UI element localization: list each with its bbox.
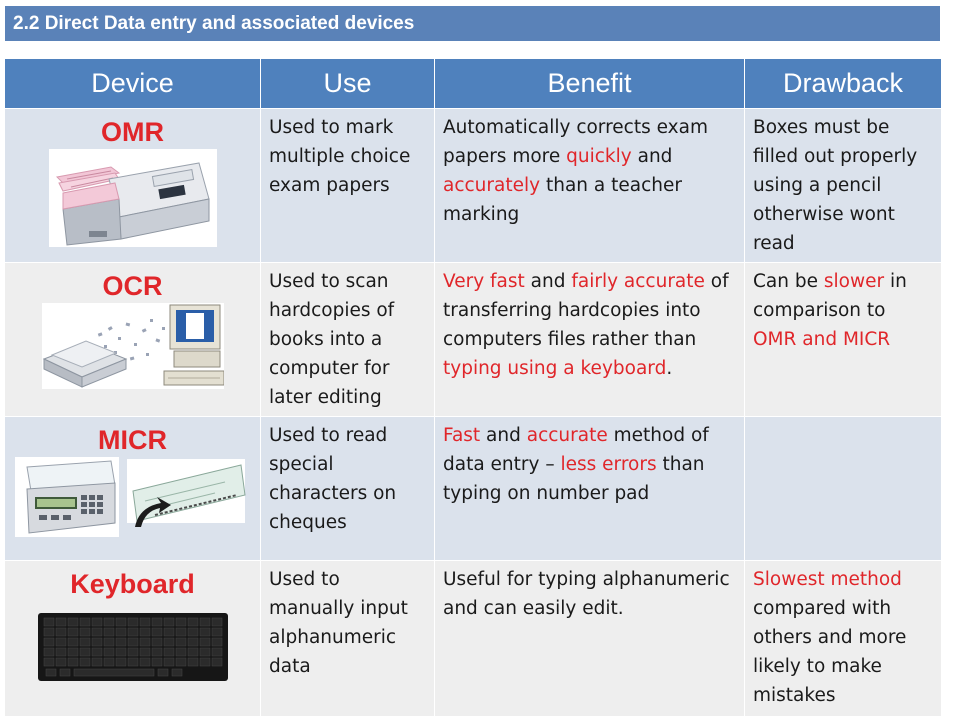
keyboard-key	[80, 648, 90, 656]
drawback-cell	[745, 561, 942, 717]
highlighted-text: fairly accurate	[571, 271, 705, 292]
highlighted-text: accurate	[526, 425, 608, 446]
keyboard-key	[104, 638, 114, 646]
ocr-scanner-computer-image	[42, 303, 224, 389]
use-cell: Used to scan hardcopies of books into a computer for later editing	[261, 263, 435, 417]
table-row	[5, 109, 942, 263]
keyboard-key	[80, 628, 90, 636]
device-name: OCR	[102, 271, 163, 301]
table-row	[5, 263, 942, 417]
keyboard-key	[164, 638, 174, 646]
keyboard-key	[200, 648, 210, 656]
keyboard-key	[152, 648, 162, 656]
devices-table	[4, 58, 942, 717]
highlighted-text: typing using a keyboard	[443, 358, 667, 379]
keyboard-key	[56, 658, 66, 666]
keyboard-key	[68, 638, 78, 646]
cell-text: method of data entry –	[443, 425, 709, 475]
keyboard-key	[128, 628, 138, 636]
keyboard-key	[116, 618, 126, 626]
keyboard-key	[176, 618, 186, 626]
device-cell	[5, 417, 261, 561]
keyboard-key	[176, 658, 186, 666]
keyboard-key	[188, 648, 198, 656]
micr-reader-cheque-image	[15, 455, 249, 537]
keyboard-key	[140, 648, 150, 656]
use-cell: Used to manually input alphanumeric data	[261, 561, 435, 717]
cell-text: Boxes must be filled out properly using a pencil otherwise wont read	[753, 117, 918, 254]
highlighted-text: slower	[823, 271, 885, 292]
keyboard-key	[56, 628, 66, 636]
cell-text: of transferring hardcopies into computers files rather than	[443, 271, 729, 350]
keyboard-key	[188, 628, 198, 636]
cell-text: .	[666, 358, 673, 379]
keyboard-key	[44, 658, 54, 666]
benefit-cell	[435, 561, 745, 717]
highlighted-text: Fast	[443, 425, 481, 446]
keyboard-key	[116, 638, 126, 646]
header-drawback: Drawback	[745, 59, 942, 109]
keyboard-key	[188, 638, 198, 646]
keyboard-key	[116, 658, 126, 666]
keyboard-key	[92, 618, 102, 626]
keyboard-key	[164, 658, 174, 666]
keyboard-key	[92, 628, 102, 636]
keyboard-key	[152, 618, 162, 626]
highlighted-text: Very fast	[443, 271, 525, 292]
cell-text: and	[524, 271, 572, 292]
omr-scanner-image	[49, 149, 217, 247]
keyboard-key	[80, 618, 90, 626]
cell-text: Useful for typing alphanumeric and can easily edit.	[443, 569, 730, 619]
highlighted-text: Slowest method	[753, 569, 902, 590]
keyboard-key	[92, 638, 102, 646]
keyboard-key	[188, 618, 198, 626]
highlighted-text: less errors	[560, 454, 657, 475]
header-use: Use	[261, 59, 435, 109]
keyboard-key	[104, 618, 114, 626]
keyboard-key	[44, 628, 54, 636]
cell-text: and	[631, 146, 673, 167]
table-header-row	[5, 59, 942, 109]
cell-text: Automatically corrects exam papers more	[443, 117, 708, 167]
keyboard-key	[68, 618, 78, 626]
keyboard-key	[80, 658, 90, 666]
slide-title: 2.2 Direct Data entry and associated devices	[5, 6, 940, 41]
keyboard-key	[140, 658, 150, 666]
keyboard-key	[200, 618, 210, 626]
benefit-cell	[435, 109, 745, 263]
keyboard-key	[212, 658, 222, 666]
keyboard-key	[116, 648, 126, 656]
keyboard-key	[200, 638, 210, 646]
keyboard-key	[116, 628, 126, 636]
header-device: Device	[5, 59, 261, 109]
keyboard-key	[56, 618, 66, 626]
device-cell	[5, 263, 261, 417]
cell-text: compared with others and more likely to make mistakes	[753, 598, 907, 706]
keyboard-key	[92, 658, 102, 666]
device-cell	[5, 109, 261, 263]
keyboard-key	[164, 648, 174, 656]
keyboard-key	[152, 628, 162, 636]
keyboard-key	[212, 628, 222, 636]
keyboard-key	[44, 648, 54, 656]
device-cell	[5, 561, 261, 717]
keyboard-key	[164, 628, 174, 636]
keyboard-key	[128, 638, 138, 646]
keyboard-key	[188, 658, 198, 666]
keyboard-key	[104, 658, 114, 666]
drawback-cell	[745, 417, 942, 561]
use-cell: Used to mark multiple choice exam papers	[261, 109, 435, 263]
device-name: OMR	[101, 117, 164, 147]
keyboard-key	[56, 638, 66, 646]
keyboard-key	[176, 638, 186, 646]
keyboard-key	[164, 618, 174, 626]
keyboard-key	[104, 628, 114, 636]
device-name: MICR	[98, 425, 167, 455]
benefit-cell	[435, 417, 745, 561]
keyboard-key	[80, 638, 90, 646]
keyboard-key	[140, 628, 150, 636]
keyboard-key	[200, 628, 210, 636]
cell-text: and	[480, 425, 527, 446]
keyboard-key	[152, 638, 162, 646]
keyboard-key	[68, 628, 78, 636]
keyboard-image	[38, 613, 228, 681]
keyboard-key	[212, 648, 222, 656]
highlighted-text: OMR and MICR	[753, 329, 891, 350]
drawback-cell	[745, 263, 942, 417]
keyboard-key	[140, 638, 150, 646]
keyboard-key	[44, 638, 54, 646]
table-row	[5, 417, 942, 561]
keyboard-key	[176, 628, 186, 636]
keyboard-key	[104, 648, 114, 656]
highlighted-text: accurately	[443, 175, 541, 196]
cell-text: Can be	[753, 271, 824, 292]
keyboard-key	[92, 648, 102, 656]
keyboard-key	[152, 658, 162, 666]
highlighted-text: quickly	[566, 146, 632, 167]
keyboard-key	[128, 618, 138, 626]
use-cell: Used to read special characters on cheques	[261, 417, 435, 561]
keyboard-key	[140, 618, 150, 626]
keyboard-key	[128, 658, 138, 666]
benefit-cell	[435, 263, 745, 417]
device-name: Keyboard	[70, 569, 195, 599]
table-row	[5, 561, 942, 717]
keyboard-key	[56, 648, 66, 656]
keyboard-key	[68, 658, 78, 666]
keyboard-key	[68, 648, 78, 656]
cell-text: than typing on number pad	[443, 454, 705, 504]
header-benefit: Benefit	[435, 59, 745, 109]
keyboard-key	[200, 658, 210, 666]
cell-text: than a teacher marking	[443, 175, 682, 225]
drawback-cell	[745, 109, 942, 263]
keyboard-key	[128, 648, 138, 656]
keyboard-key	[212, 638, 222, 646]
keyboard-key	[212, 618, 222, 626]
cell-text: in comparison to	[753, 271, 907, 321]
keyboard-key	[176, 648, 186, 656]
keyboard-key	[44, 618, 54, 626]
